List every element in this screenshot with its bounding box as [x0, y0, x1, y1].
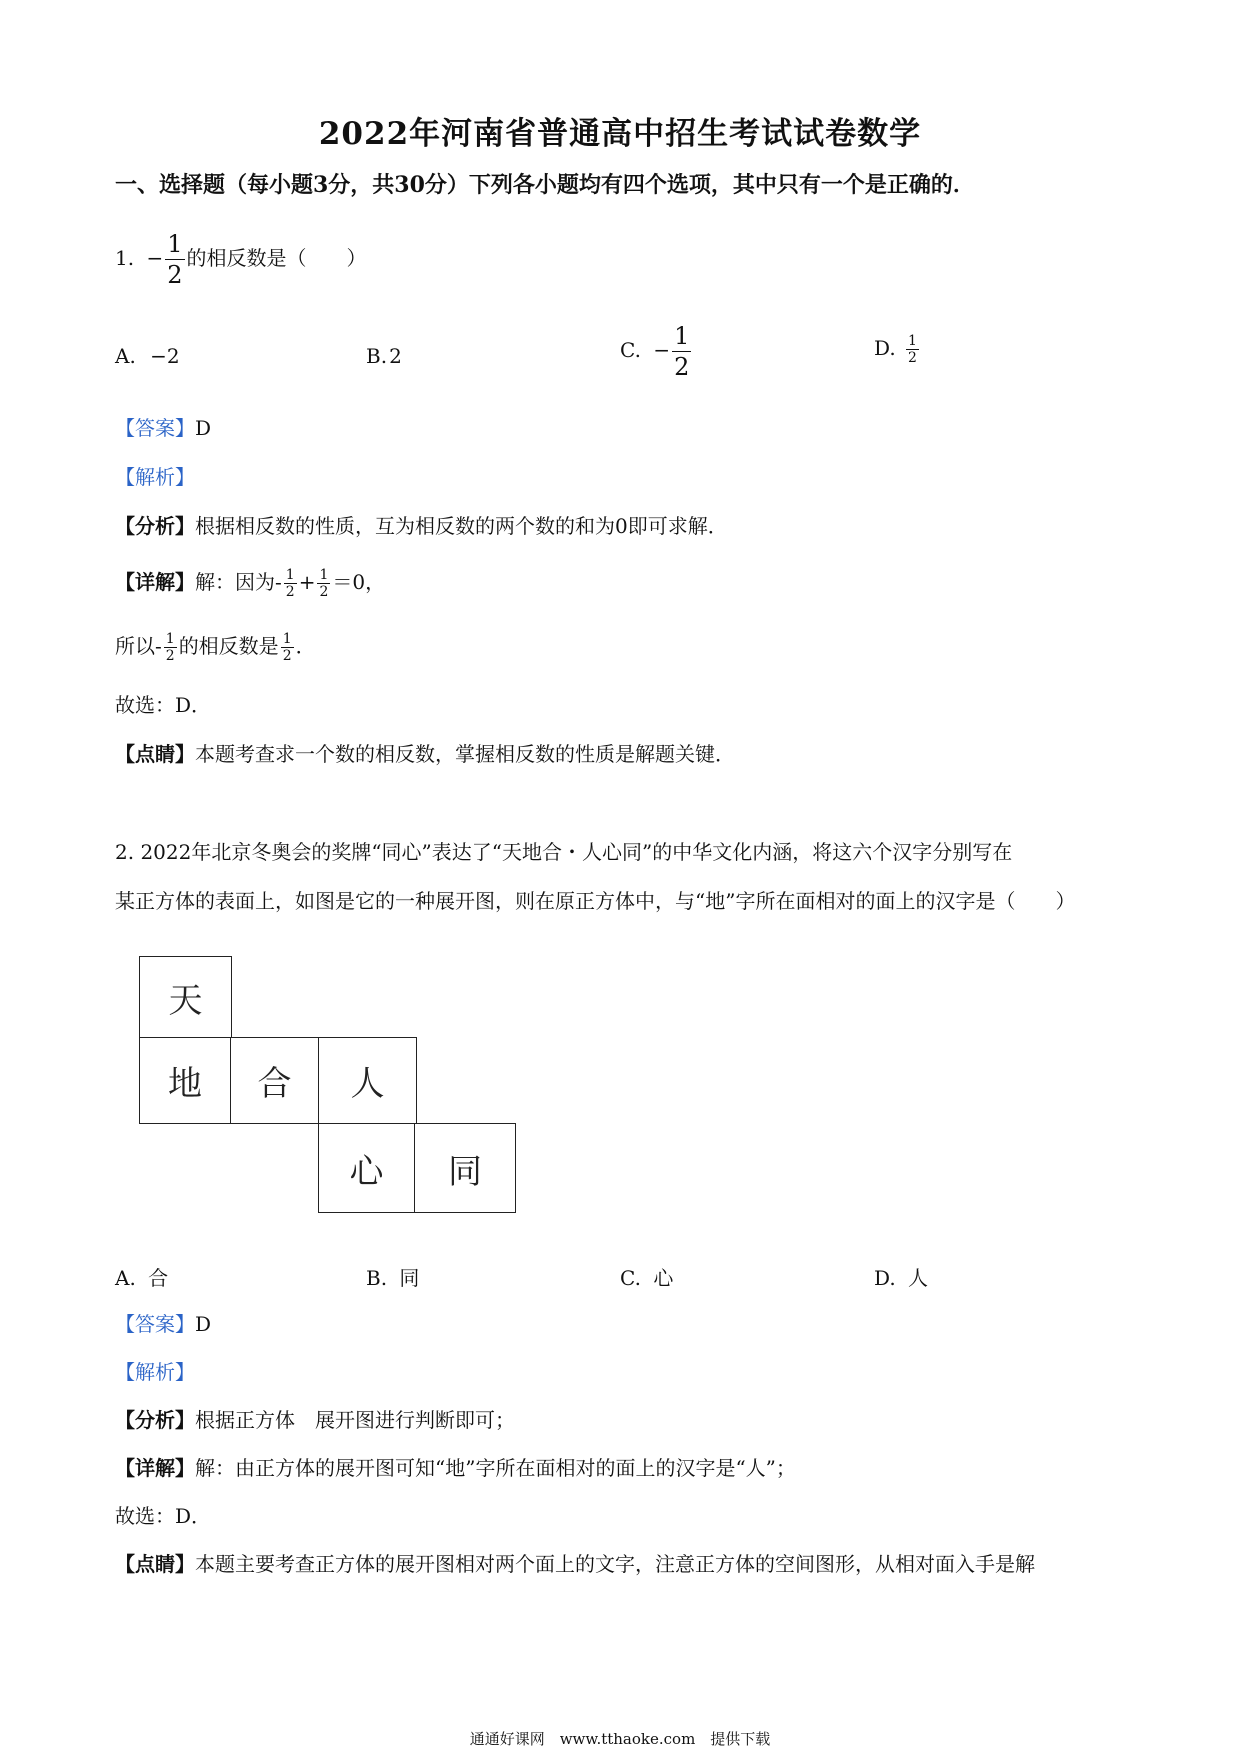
option-label: A. — [115, 344, 136, 368]
q2-stem-line2: 某正方体的表面上，如图是它的一种展开图，则在原正方体中，与“地”字所在面相对的面上的汉字是（ ） — [115, 889, 1076, 913]
q1-stem-text: 的相反数是（ ） — [186, 246, 367, 270]
net-face-ren: 人 — [318, 1037, 417, 1124]
q2-choose: 故选：D． — [115, 1504, 212, 1528]
fenxi-text: 根据相反数的性质，互为相反数的两个数的和为0即可求解． — [195, 514, 728, 538]
q1-option-b — [366, 344, 402, 368]
q1-dianjing — [115, 740, 735, 768]
q1-answer — [115, 414, 211, 442]
net-face-tian: 天 — [139, 956, 232, 1038]
option-value: 合 — [148, 1266, 169, 1290]
option-fraction — [906, 334, 919, 365]
q1-option-c — [620, 324, 693, 379]
section-heading: 一、选择题（每小题3分，共30分）下列各小题均有四个选项，其中只有一个是正确的． — [115, 172, 975, 198]
fenxi-tag: 【分析】 — [115, 1408, 195, 1432]
fenxi-text: 根据正方体 展开图进行判断即可； — [195, 1408, 515, 1432]
dianjing-tag: 【点睛】 — [115, 1552, 195, 1576]
frac-den: 2 — [319, 584, 329, 600]
option-label: D. — [874, 1266, 896, 1290]
analysis-tag: 【解析】 — [115, 465, 195, 489]
option-value: 心 — [653, 1266, 674, 1290]
suoyi-text: 所以- — [115, 634, 162, 658]
fraction — [317, 568, 330, 599]
analysis-tag: 【解析】 — [115, 1360, 195, 1384]
q1-analysis-tag — [115, 463, 195, 491]
xiangjie-text: 解：因为- — [195, 570, 282, 594]
frac-num: 1 — [282, 631, 292, 647]
q1-fenxi — [115, 512, 728, 540]
plus-sign: + — [298, 570, 316, 594]
frac-num: 1 — [674, 322, 690, 350]
page-footer: 通通好课网 www.tthaoke.com 提供下载 — [469, 1730, 771, 1748]
dianjing-text: 本题考查求一个数的相反数，掌握相反数的性质是解题关键． — [195, 742, 735, 766]
q2-option-d — [874, 1262, 928, 1291]
q1-choose: 故选：D． — [115, 693, 212, 717]
dianjing-tag: 【点睛】 — [115, 742, 195, 766]
q2-option-b — [366, 1262, 419, 1291]
answer-value: D — [195, 416, 212, 440]
option-fraction — [672, 324, 691, 379]
option-label: D. — [874, 336, 896, 360]
option-value: 同 — [399, 1266, 420, 1290]
suoyi-text: ． — [295, 634, 316, 658]
option-value: 2 — [389, 344, 402, 368]
fenxi-tag: 【分析】 — [115, 514, 195, 538]
frac-num: 1 — [319, 567, 329, 583]
option-value: 人 — [908, 1266, 929, 1290]
q2-fenxi — [115, 1406, 515, 1434]
net-face-xin: 心 — [318, 1123, 415, 1213]
fraction — [284, 568, 297, 599]
frac-den: 2 — [674, 353, 690, 381]
q1-number: 1. — [115, 246, 135, 270]
fraction — [164, 632, 177, 663]
net-face-di: 地 — [139, 1037, 231, 1124]
net-face-he: 合 — [230, 1037, 319, 1124]
frac-num: 1 — [908, 333, 917, 349]
option-label: B. — [366, 344, 388, 368]
page-title: 2022年河南省普通高中招生考试试卷数学 — [318, 116, 922, 152]
q1-option-d — [874, 334, 921, 365]
xiangjie-text: ＝0， — [332, 570, 386, 594]
frac-den: 2 — [165, 648, 175, 664]
option-label: C. — [620, 1266, 641, 1290]
q2-dianjing — [115, 1550, 1035, 1578]
option-minus: − — [653, 338, 671, 362]
net-face-tong: 同 — [414, 1123, 516, 1213]
q2-xiangjie — [115, 1454, 796, 1482]
frac-den: 2 — [282, 648, 292, 664]
answer-tag: 【答案】 — [115, 416, 195, 440]
dianjing-text: 本题主要考查正方体的展开图相对两个面上的文字，注意正方体的空间图形，从相对面入手是解 — [195, 1552, 1035, 1576]
xiangjie-tag: 【详解】 — [115, 570, 195, 594]
q1-option-a — [115, 344, 180, 368]
q2-stem-line1: 2. 2022年北京冬奥会的奖牌“同心”表达了“天地合・人心同”的中华文化内涵，将这六个汉字分别写在 — [115, 840, 1013, 864]
q1-frac-num: 1 — [167, 230, 183, 258]
q1-minus: − — [146, 246, 164, 270]
option-label: A. — [115, 1266, 136, 1290]
answer-value: D — [195, 1312, 212, 1336]
option-label: B. — [366, 1266, 388, 1290]
q1-fraction — [165, 232, 184, 287]
frac-den: 2 — [285, 584, 295, 600]
fraction — [281, 632, 294, 663]
q2-answer — [115, 1310, 211, 1338]
frac-num: 1 — [285, 567, 295, 583]
q2-option-c — [620, 1262, 673, 1291]
frac-num: 1 — [165, 631, 175, 647]
q2-analysis-tag — [115, 1358, 195, 1386]
xiangjie-text: 解：由正方体的展开图可知“地”字所在面相对的面上的汉字是“人”； — [195, 1456, 796, 1480]
answer-tag: 【答案】 — [115, 1312, 195, 1336]
option-label: C. — [620, 338, 641, 362]
q1-suoyi — [115, 632, 316, 663]
q1-stem — [115, 232, 367, 287]
suoyi-text: 的相反数是 — [178, 634, 279, 658]
option-value: −2 — [150, 344, 180, 368]
xiangjie-tag: 【详解】 — [115, 1456, 195, 1480]
frac-den: 2 — [908, 350, 917, 366]
q1-frac-den: 2 — [167, 261, 183, 289]
q2-option-a — [115, 1262, 168, 1291]
q1-xiangjie — [115, 568, 385, 599]
